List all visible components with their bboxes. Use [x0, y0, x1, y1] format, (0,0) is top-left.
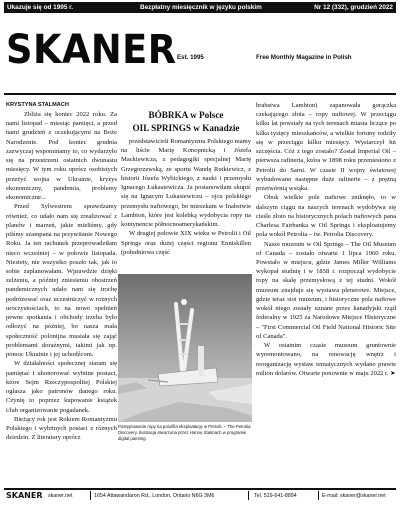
publication-since: Ukazuje się od 1995 r. — [7, 4, 74, 11]
paragraph: Nasze muzeum w Oil Springs – The Oil Museum of Canada – zostało otwarte 1 lipca 1960 roku. Powstało w miejscu, gdzie James Miller Williams wykopał studnię i w 1858 r. rozpoczął wydobycie ropy na skalę przemysłową z tej studni. Wokół muzeum znajduje się wystawa plenerowe. Miejsce, gdzie teraz stoi muzeum, i historyczne pola naftowe wokół niego zostały uznane przez kanadyjski rząd federalny w 1925 za Narodowe Miejsce Historyczne – "First Commercial Oil Field National Historic Site of Canada". — [256, 240, 396, 340]
article-headline — [121, 109, 251, 135]
paragraph: przedstawicieli Romantyzmu Polskiego mamy na liście Marię Konopnicką i Józefa Mackiewicza, z pedagogiki specjalnej Marię Grzegorzewską, ze sportu Wandę Rutkiewicz, z historii Józefa Wybickiego, z nauki i przemysłu Ignacego Łukasiewicza. Ja postanowiłam skupić się na Ignacym Łukasiewiczu – ojcu polskiego przemysłu naftowego, bo mieszkam w Inabstwie Lambton, które jest kolebką wydobycia ropy na kontynencie północnoamerykańskim. — [121, 138, 252, 229]
paragraph: W ostatnim czasie muzeum gruntownie wyremontowano, na renowację wnętrz i reorganizację wystaw tematycznych wydano prawie milion dolarów. Otwarte ponownie w maju 2022 r. ➤ — [256, 342, 396, 377]
photo-caption: Postęptowanie ropy na polu/fila eksploatację w Petrolii. – The Petrolia Discovery. Ilustracja stworzona przez Hannę Stalmach w programie digital painting. — [118, 424, 251, 441]
article-column-2 — [121, 137, 251, 257]
headline-line-1: BÓBRKA w Polsce — [148, 110, 224, 120]
footer-bar — [4, 490, 396, 501]
footer-separator — [90, 491, 91, 500]
publication-description: Bezpłatny miesięcznik w języku polskim — [140, 4, 262, 11]
paragraph: Bieżący rok jest Rokiem Romantyzmu Polskiego i wybitnych postaci z różnych dziedzin. Z literatury oprócz — [6, 415, 117, 442]
footer-address: 1654 Attawandaron Rd., London, Ontario N6G 3M6 — [94, 492, 215, 499]
top-info-bar — [4, 2, 396, 13]
footer-logo: SKANER — [6, 491, 43, 500]
tagline: Free Monthly Magazine in Polish — [256, 54, 352, 61]
article-column-3 — [256, 101, 396, 378]
footer-email-link[interactable]: E-mail: skaner@skaner.net — [322, 492, 386, 499]
footer-separator — [248, 491, 249, 500]
paragraph: Przed Sylwestrem sprawdzamy również, co udało nam się zrealizować z planów i marzeń, jakie mieliśmy, gdy pilśmy szampana na przywitanie Nowego Roku. Ja ten rachunek przeprowadziłam nieco wcześniej – w połowie listopada. Niestety, nie wszystko poszło tak, jak to sobie zaplanowałam. Wprawdzie dzięki zelżeniu, a później zniesieniu obostrzeń pandemicznych udało nam się trochę podróżować oraz uczestniczyć w rożnych uroczystościach, to na nowo spełnień pewne spotkania i obchody trzeba było odłożyć na później, bo nasza mała społeczność polonijna musiała się zająć problemami doraźnymi, takimi jak np. pomoc Ukrainie i jej uchodźcom. — [6, 203, 117, 359]
oil-pump-illustration — [118, 274, 252, 422]
footer-phone: Tel. 519-641-8894 — [254, 492, 297, 499]
paragraph: Zbliża się koniec 2022 roku. Za nami listopad – miesiąc pamięci, a przed nami grudzień z oczekującymi na Boże Narodzenie. Pod koniec grudnia zazwyczaj wspominamy to, co wydarzyło się na przestrzeni ostatnich dwunastu miesięcy. W tym roku oprócz osobistych przeżyć wojna w Ukrainie, kryzys ekonomiczny, pandemia, problemy ekonomiczne... — [6, 111, 117, 202]
paragraph: W drugiej połowie XIX wieku w Petrolii i Oil Springs oraz dużej części regionu Enniskillen (południowa część — [121, 230, 251, 256]
article-byline: KRYSTYNA STALMACH — [6, 102, 69, 108]
established-year: Est. 1995 — [177, 54, 204, 61]
issue-number: Nr 12 (332), grudzień 2022 — [314, 4, 393, 11]
skaner-logo: SKANER — [6, 27, 177, 73]
paragraph: Obok wielkie pole naftowe zniknęło, to w dalszym ciągu na naszych terenach wydobywa się cieśle złoto na historycznych polach naftowych pana Charlesa Fairbanka w Oil Springs i eksploatujemy pola wokół Petrolia – tw. Petrolia Discovery. — [256, 194, 396, 239]
headline-line-2: OIL SPRINGS w Kanadzie — [132, 123, 240, 133]
article-column-1 — [6, 101, 117, 442]
paragraph: W działalności społecznej staram się pamiętać i uhonorować wybitne postaci, które Sejm Rzeczypospolitej Polskiej ogłasza jako patronów danego roku. Czynię to poprzez kupowanie książek i/lub organizowanie pogadanek. — [6, 360, 117, 414]
masthead — [4, 16, 396, 94]
paragraph: hrabstwa Lambton) zapanowała gorączka czekającego złota – ropy naftowej. W przeciągu kilku lat powstały na tych terenach miasta liczące po kilka tysięcy mieszkańców, a wielkie fortuny rodziły się w przeciągu kilku miesięcy. Wystarczył łut szczęścia. Cóż z tego zostało? Został Imperial Oil – pierwsza rafineria, która w 1898 roku przeniesiono z Petrolii do Sarni. W czasie II wojny światowej wybudowano następne duże rafinerie – z prężną przetwórnią wsiąka. — [256, 102, 396, 193]
footer-separator — [318, 491, 319, 500]
masthead-divider — [4, 93, 396, 95]
footer-website-link[interactable]: skaner.net — [48, 492, 73, 499]
